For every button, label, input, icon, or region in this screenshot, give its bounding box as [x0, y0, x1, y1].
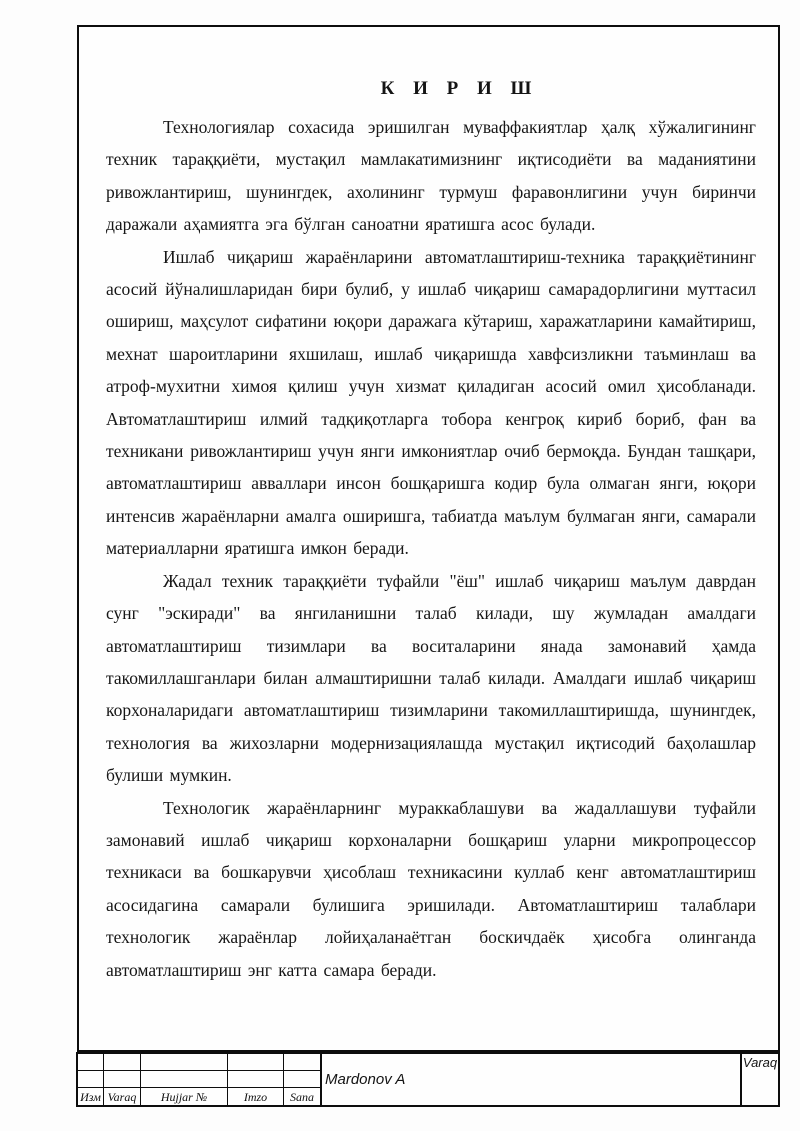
title-block	[76, 1052, 780, 1107]
stamp-header-varaq: Varaq	[104, 1088, 141, 1105]
page-content	[106, 77, 756, 986]
stamp-cell-empty	[141, 1071, 228, 1088]
author-name: Mardonov A	[325, 1071, 406, 1088]
paragraph-3: Жадал техник тараққиёти туфайли "ёш" ишлаб чиқариш маълум даврдан сунг "эскиради" ва янгиланишни талаб килади, шу жумладан амалдаги автоматлаштириш тизимлари ва воситаларини янада замонавий ҳамда такомиллашганлари билан алмаштиришни талаб килади. Амалдаги ишлаб чиқариш корхоналаридаги автоматлаштириш тизимларини такомиллаштиришда, шунингдек, технология ва жихозларни модернизациялашда мустақил иқтисодий баҳолашлар булиши мумкин.	[106, 570, 756, 786]
sheet-label: Varaq	[742, 1055, 778, 1070]
stamp-cell-empty	[104, 1071, 141, 1088]
page-title: К И Р И Ш	[380, 78, 539, 99]
paragraph-2: Ишлаб чиқариш жараёнларини автоматлаштириш-техника тараққиётининг асосий йўналишларидан бири булиб, у ишлаб чиқариш самарадорлигини муттасил ошириш, маҳсулот сифатини юқори даражага кўтариш, харажатларини камайтириш, мехнат шароитларини яхшилаш, ишлаб чиқаришда хавфсизликни таъминлаш ва атроф-мухитни химоя қилиш учун хизмат қиладиган асосий омил ҳисобланади. Автоматлаштириш илмий тадқиқотларга тобора кенгроқ кириб бориб, фан ва техникани ривожлантириш учун янги имкониятлар очиб бермоқда. Бундан ташқари, автоматлаштириш авваллари инсон бошқаришга кодир була олмаган янги, юқори интенсив жараёнларни амалга оширишга, табиатда маълум булмаган янги, самарали материалларни яратишга имкон беради.	[106, 246, 756, 559]
paragraph-4: Технологик жараёнларнинг мураккаблашуви ва жадаллашуви туфайли замонавий ишлаб чиқариш корхоналарни бошқариш уларни микропроцессор техникаси ва бошкарувчи ҳисоблаш техникасини куллаб кенг автоматлаштириш асосидагина самарали булишига эришилади. Автоматлаштириш талаблари технологик жараёнлар лойиҳаланаётган боскичдаёк ҳисобга олинганда автоматлаштириш энг катта самара беради.	[106, 797, 756, 980]
stamp-cell-empty	[78, 1071, 104, 1088]
stamp-header-hujjat-no: Hujjar №	[141, 1088, 228, 1105]
stamp-header-sana: Sana	[290, 1089, 314, 1104]
stamp-cell-empty	[141, 1054, 228, 1071]
stamp-cell-empty	[104, 1054, 141, 1071]
stamp-cell-empty	[284, 1054, 320, 1071]
title-block-sheet-cell	[742, 1054, 778, 1105]
stamp-header-izm: Изм	[78, 1088, 104, 1105]
stamp-cell-empty	[78, 1054, 104, 1071]
title-block-author-cell	[322, 1054, 742, 1105]
title-block-stamp-grid	[78, 1054, 322, 1105]
page-frame	[77, 25, 780, 1052]
stamp-cell-empty	[228, 1054, 284, 1071]
stamp-header-imzo: Imzo	[228, 1088, 284, 1105]
stamp-cell-empty	[228, 1071, 284, 1088]
stamp-cell-empty	[284, 1071, 320, 1088]
paragraph-1: Технологиялар сохасида эришилган муваффакиятлар ҳалқ хўжалигининг техник тараққиёти, мустақил мамлакатимизнинг иқтисодиёти ва маданиятини ривожлантириш, шунингдек, ахолининг турмуш фаравонлигини учун биринчи даражали аҳамиятга эга бўлган саноатни яратишга асос булади.	[106, 117, 756, 235]
